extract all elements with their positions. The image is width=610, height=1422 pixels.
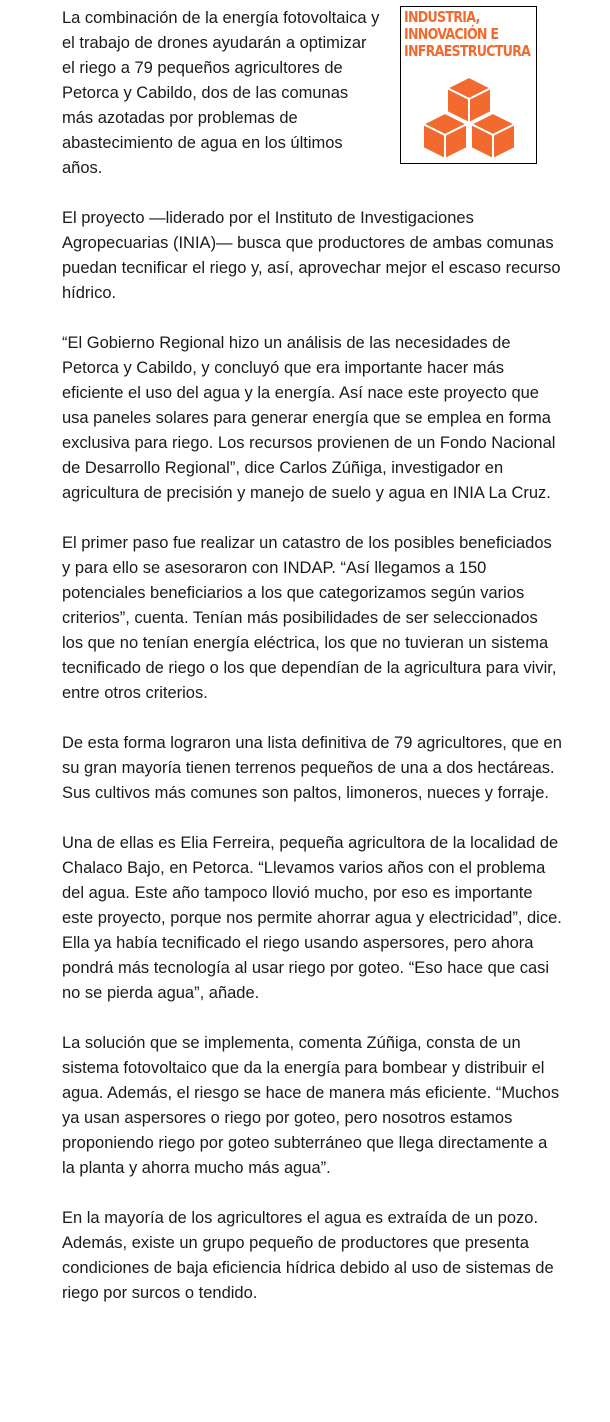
paragraph-gobierno-regional-quote: “El Gobierno Regional hizo un análisis de las necesidades de Petorca y Cabildo, y concluyó que era importante hacer más eficiente el uso del agua y la energía. Así nace este proyecto que usa paneles solares para generar energía que se emplea en forma exclusiva para riego. Los recursos provienen de un Fondo Nacional de Desarrollo Regional”, dice Carlos Zúñiga, investigador en agricultura de precisión y manejo de suelo y agua en INIA La Cruz.	[62, 334, 556, 502]
paragraph-lista-agricultores: De esta forma lograron una lista definitiva de 79 agricultores, que en su gran mayoría tienen terrenos pequeños de una a dos hectáreas. Sus cultivos más comunes son paltos, limoneros, nueces y forraje.	[62, 734, 562, 802]
paragraph-intro: La combinación de la energía fotovoltaica y el trabajo de drones ayudarán a optimizar el riego a 79 pequeños agricultores de Petorca y Cabildo, dos de las comunas más azotadas por problemas de abastecimiento de agua en los últimos años.	[62, 9, 380, 177]
paragraph-catastro: El primer paso fue realizar un catastro de los posibles beneficiados y para ello se asesoraron con INDAP. “Así llegamos a 150 potenciales beneficiarios a los que categorizamos según varios criterios”, cuenta. Tenían más posibilidades de ser seleccionados los que no tenían energía eléctrica, los que no tuvieran un sistema tecnificado de riego o los que dependían de la agricultura para vivir, entre otros criterios.	[62, 534, 557, 702]
article-body	[62, 6, 562, 1331]
paragraph-elia-ferreira: Una de ellas es Elia Ferreira, pequeña agricultora de la localidad de Chalaco Bajo, en Petorca. “Llevamos varios años con el problema del agua. Este año tampoco llovió mucho, por eso es importante este proyecto, porque nos permite ahorrar agua y electricidad”, dice. Ella ya había tecnificado el riego usando aspersores, pero ahora pondrá más tecnología al usar riego por goteo. “Eso hace que casi no se pierda agua”, añade.	[62, 834, 562, 1002]
paragraph-project: El proyecto —liderado por el Instituto de Investigaciones Agropecuarias (INIA)— busca que productores de ambas comunas puedan tecnificar el riego y, así, aprovechar mejor el escaso recurso hídrico.	[62, 209, 561, 302]
paragraph-pozo: En la mayoría de los agricultores el agua es extraída de un pozo. Además, existe un grupo pequeño de productores que presenta condiciones de baja eficiencia hídrica debido al uso de sistemas de riego por surcos o tendido.	[62, 1209, 554, 1302]
paragraph-solucion: La solución que se implementa, comenta Zúñiga, consta de un sistema fotovoltaico que da la energía para bombear y distribuir el agua. Además, el riesgo se hace de manera más eficiente. “Muchos ya usan aspersores o riego por goteo, pero nosotros estamos proponiendo riego por goteo subterráneo que llega directamente a la planta y ahorra mucho más agua”.	[62, 1034, 560, 1177]
sdg-badge-title: INDUSTRIA, INNOVACIÓN E INFRAESTRUCTURA	[404, 8, 531, 60]
